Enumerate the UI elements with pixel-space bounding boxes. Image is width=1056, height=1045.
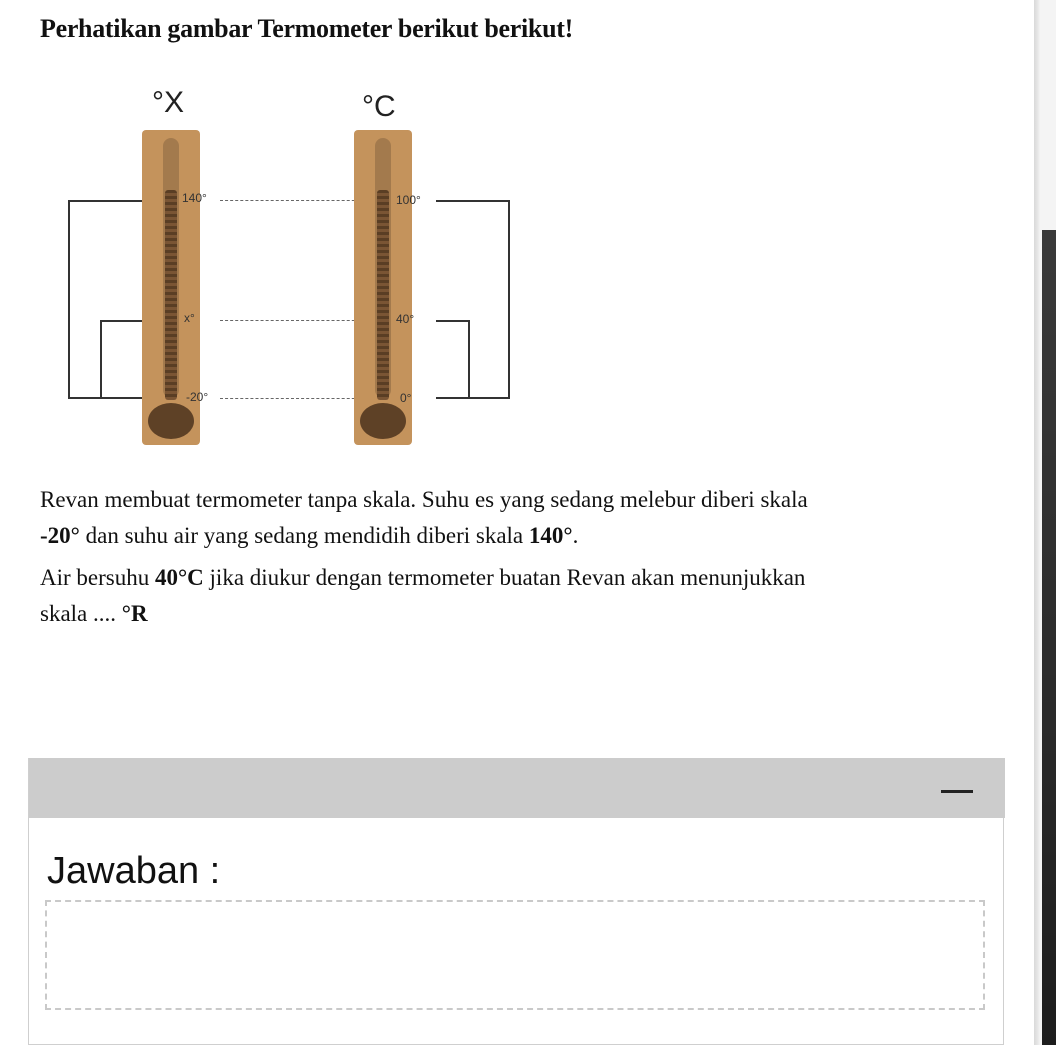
left-outer-bracket-top: [68, 200, 144, 202]
temperature-value: 40°C: [154, 565, 204, 590]
right-outer-bracket-vertical: [508, 200, 510, 398]
right-scale-label: °C: [362, 90, 396, 123]
answer-panel: [28, 758, 1004, 1045]
right-top-tick: 100°: [396, 193, 421, 207]
paragraph-1-text: Revan membuat termometer tanpa skala. Suhu es yang sedang melebur diberi skala: [40, 487, 808, 512]
scrollbar[interactable]: [1034, 0, 1056, 1045]
left-thermometer-column: [165, 190, 177, 400]
question-title: Perhatikan gambar Termometer berikut berikut!: [40, 14, 573, 43]
right-outer-bracket-bottom: [436, 397, 510, 399]
left-middle-tick: x°: [184, 311, 195, 325]
boiling-point-value: 140°: [528, 523, 573, 548]
paragraph-2-text-2: jika diukur dengan termometer buatan Revan akan menunjukkan: [203, 565, 806, 590]
question-paragraph-1: [40, 482, 1000, 554]
thermometer-diagram: [60, 80, 530, 460]
answer-panel-header: [29, 758, 1005, 818]
paragraph-2-text: Air bersuhu: [40, 565, 155, 590]
right-outer-bracket-top: [436, 200, 510, 202]
left-scale-label: °X: [152, 86, 185, 119]
right-inner-bracket-vertical: [468, 320, 470, 398]
paragraph-1-text-2: dan suhu air yang sedang mendidih diberi skala: [79, 523, 529, 548]
left-thermometer-bulb: [148, 403, 194, 439]
ice-point-value: -20°: [40, 523, 80, 548]
left-outer-bracket-bottom: [68, 397, 144, 399]
right-thermometer-bulb: [360, 403, 406, 439]
unit-value: °R: [121, 601, 148, 626]
right-inner-bracket-top: [436, 320, 470, 322]
right-middle-tick: 40°: [396, 312, 415, 326]
question-paragraph-2: [40, 560, 1000, 632]
paragraph-1-end: .: [572, 523, 579, 548]
scrollbar-thumb[interactable]: [1042, 230, 1056, 1045]
top-dashed-line: [220, 200, 370, 201]
answer-input[interactable]: [45, 900, 985, 1010]
bottom-dashed-line: [220, 398, 370, 399]
right-bottom-tick: 0°: [400, 391, 412, 405]
left-bottom-tick: -20°: [186, 390, 209, 404]
left-inner-bracket-vertical: [100, 320, 102, 398]
left-outer-bracket-vertical: [68, 200, 70, 398]
right-thermometer-column: [377, 190, 389, 400]
middle-dashed-line: [220, 320, 370, 321]
answer-label: Jawaban :: [47, 850, 221, 892]
collapse-button[interactable]: [941, 782, 973, 802]
left-inner-bracket-top: [100, 320, 144, 322]
left-top-tick: 140°: [182, 191, 207, 205]
paragraph-2-text-3: skala ....: [40, 601, 122, 626]
